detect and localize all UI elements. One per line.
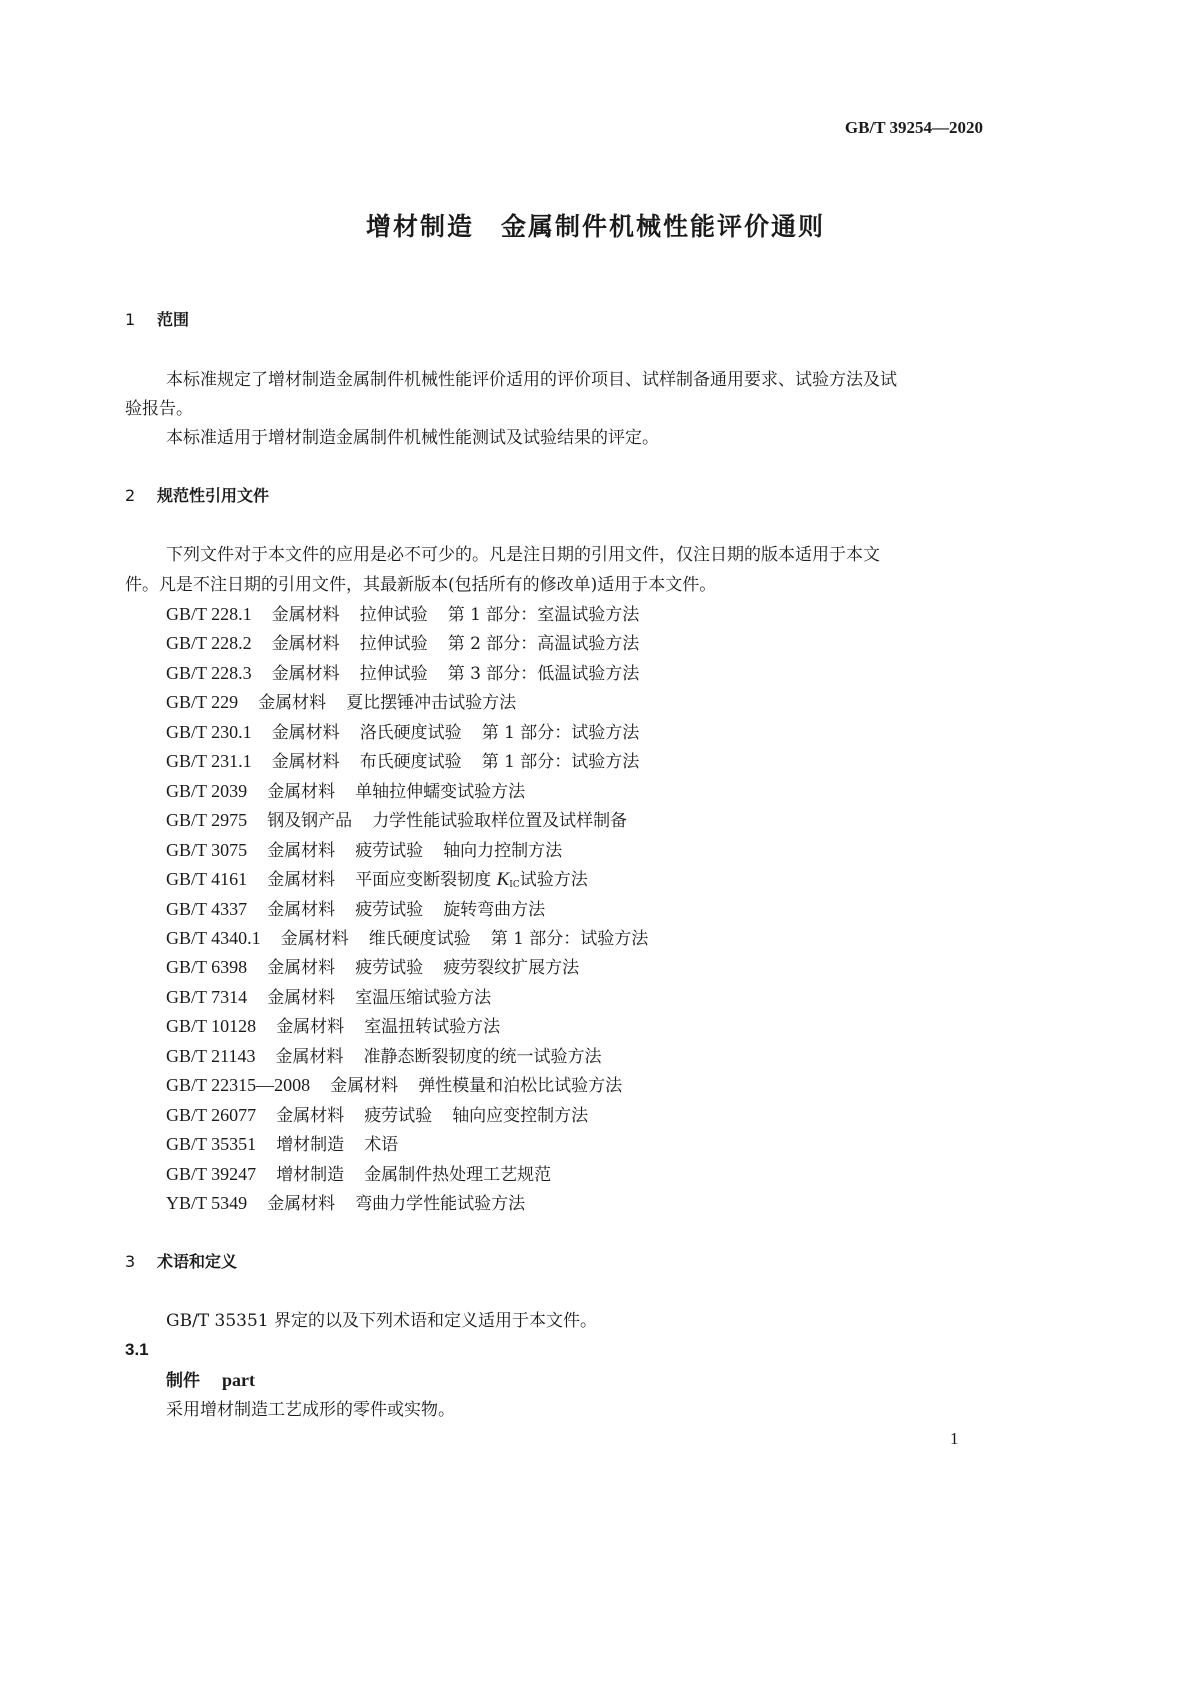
reference-item (166, 898, 545, 921)
reference-title-part: 疲劳裂纹扩展方法 (443, 958, 580, 979)
reference-title-part: 力学性能试验取样位置及试样制备 (372, 811, 628, 832)
reference-title-part: 弯曲力学性能试验方法 (355, 1194, 526, 1214)
reference-code: GB/T 2039 (166, 780, 248, 801)
document-title: 增材制造 金属制件机械性能评价通则 (365, 212, 825, 241)
subscript: IC (509, 880, 520, 891)
reference-code: GB/T 35351 (166, 1134, 257, 1155)
paragraph: GB/T 35351 界定的以及下列术语和定义适用于本文件。 (166, 1311, 598, 1331)
reference-item (166, 839, 562, 862)
section-title: 术语和定义 (157, 1252, 238, 1271)
reference-item (166, 1104, 588, 1127)
paragraph: 本标准规定了增材制造金属制件机械性能评价适用的评价项目、试样制备通用要求、试验方法及试 (166, 370, 897, 390)
section-number: 2 (125, 486, 136, 505)
reference-code: GB/T 3075 (166, 839, 248, 860)
reference-title-part: 钢及钢产品 (267, 811, 353, 832)
reference-title-part: 金属材料 (276, 1017, 345, 1038)
reference-title-part: 疲劳试验 (355, 840, 424, 861)
reference-title-part: 金属材料 (267, 987, 336, 1008)
page-number: 1 (950, 1429, 959, 1448)
reference-title-part: 金属材料 (267, 781, 336, 802)
reference-title-part: 第 1 部分：试验方法 (481, 722, 640, 743)
term-definition: 采用增材制造工艺成形的零件或实物。 (166, 1400, 455, 1420)
reference-item (166, 721, 639, 744)
reference-item (166, 927, 648, 950)
reference-title-part: 第 3 部分：低温试验方法 (447, 663, 640, 684)
reference-item (166, 809, 627, 832)
reference-title-part: 术语 (364, 1135, 399, 1156)
reference-code: GB/T 228.1 (166, 604, 252, 624)
reference-title-part: 疲劳试验 (364, 1105, 433, 1126)
reference-item (166, 750, 639, 773)
reference-title-part: 拉伸试验 (359, 605, 428, 625)
reference-title-part: 轴向应变控制方法 (452, 1105, 589, 1126)
reference-title-part: 第 1 部分：试验方法 (490, 928, 649, 949)
reference-item (166, 986, 491, 1009)
subclause-number: 3.1 (125, 1340, 149, 1359)
reference-item (166, 1015, 500, 1038)
reference-code: GB/T 4340.1 (166, 927, 261, 948)
reference-item (166, 1074, 622, 1097)
reference-code: GB/T 22315—2008 (166, 1075, 311, 1096)
reference-title-part: 金属材料 (267, 840, 336, 861)
reference-title-part: 洛氏硬度试验 (359, 722, 462, 743)
reference-item (166, 956, 579, 979)
symbol: K (496, 869, 510, 891)
section-title: 范围 (157, 310, 190, 329)
reference-title-part: 金属材料 (258, 693, 327, 714)
reference-code: GB/T 231.1 (166, 751, 252, 772)
reference-item (166, 662, 639, 685)
reference-title-part: 金属材料 (271, 752, 340, 773)
term-en: part (222, 1370, 255, 1390)
reference-code: GB/T 230.1 (166, 721, 252, 742)
reference-title-part: 夏比摆锤冲击试验方法 (346, 693, 517, 714)
reference-title-part: 疲劳试验 (355, 899, 424, 920)
paragraph: 件。凡是不注日期的引用文件，其最新版本(包括所有的修改单)适用于本文件。 (125, 575, 717, 595)
reference-title-part: 第 1 部分：试验方法 (481, 752, 640, 773)
term (166, 1369, 255, 1392)
section-3-heading (125, 1251, 237, 1273)
reference-title-part: 拉伸试验 (359, 634, 428, 655)
reference-title-part: 金属材料 (271, 722, 340, 743)
reference-title-part: 金属材料 (267, 899, 336, 920)
standard-number: GB/T 39254—2020 (844, 118, 983, 137)
reference-item (166, 868, 588, 896)
section-number: 1 (125, 310, 136, 329)
reference-title-part: 金属材料 (276, 1105, 345, 1126)
reference-code: GB/T 26077 (166, 1104, 257, 1125)
reference-code: GB/T 229 (166, 692, 239, 713)
reference-code: YB/T 5349 (166, 1193, 248, 1213)
reference-title-part: 轴向力控制方法 (443, 840, 563, 861)
reference-title-part: 金属材料 (271, 634, 340, 655)
reference-title-part: 第 2 部分：高温试验方法 (447, 634, 640, 655)
reference-title-part: 金属材料 (330, 1076, 399, 1097)
section-title: 规范性引用文件 (157, 486, 270, 505)
reference-title-part: 准静态断裂韧度的统一试验方法 (363, 1046, 602, 1067)
reference-title-part: 维氏硬度试验 (368, 928, 471, 949)
reference-title-part: 增材制造 (276, 1135, 345, 1156)
text: 平面应变断裂韧度 (355, 870, 497, 891)
reference-title-part: 拉伸试验 (359, 663, 428, 684)
reference-item (166, 780, 525, 803)
reference-code: GB/T 228.2 (166, 633, 252, 654)
reference-code: GB/T 4337 (166, 898, 248, 919)
reference-title-part: 金属材料 (267, 1194, 336, 1214)
reference-item (166, 603, 639, 626)
reference-code: GB/T 7314 (166, 986, 248, 1007)
reference-code: GB/T 39247 (166, 1163, 257, 1184)
reference-item (166, 1045, 602, 1068)
paragraph: 本标准适用于增材制造金属制件机械性能测试及试验结果的评定。 (166, 428, 659, 448)
reference-item (166, 1192, 525, 1215)
reference-title-part: 旋转弯曲方法 (443, 899, 546, 920)
reference-code: GB/T 228.3 (166, 662, 252, 683)
reference-item (166, 632, 639, 655)
reference-item (166, 691, 516, 714)
reference-code: GB/T 21143 (166, 1045, 256, 1066)
reference-title-part: 金属材料 (267, 870, 336, 891)
reference-title-part: 增材制造 (276, 1164, 345, 1185)
reference-code: GB/T 10128 (166, 1016, 257, 1037)
reference-title-part: 金属材料 (280, 928, 349, 949)
reference-code: GB/T 2975 (166, 810, 248, 831)
reference-title-part: 金属材料 (271, 663, 340, 684)
reference-title-part: 室温压缩试验方法 (355, 987, 492, 1008)
reference-item (166, 1163, 551, 1186)
paragraph: 下列文件对于本文件的应用是必不可少的。凡是注日期的引用文件，仅注日期的版本适用于本文 (166, 545, 880, 565)
reference-title-part: 疲劳试验 (355, 958, 424, 979)
term-zh: 制件 (166, 1371, 200, 1391)
reference-code: GB/T 6398 (166, 957, 248, 978)
section-2-heading (125, 485, 269, 507)
reference-title-part: 室温扭转试验方法 (364, 1017, 501, 1038)
reference-title-part: 弹性模量和泊松比试验方法 (418, 1076, 623, 1097)
section-1-heading (125, 309, 189, 331)
reference-title-part: 金属制件热处理工艺规范 (364, 1164, 552, 1185)
reference-title-part: 布氏硬度试验 (359, 752, 462, 773)
reference-title-part: 单轴拉伸蠕变试验方法 (355, 781, 526, 802)
reference-code: GB/T 4161 (166, 869, 248, 890)
reference-title-part: 金属材料 (271, 605, 340, 625)
paragraph: 验报告。 (125, 399, 193, 419)
reference-title-part: 金属材料 (275, 1046, 344, 1067)
reference-title-part (355, 870, 588, 890)
reference-title-part: 第 1 部分：室温试验方法 (447, 605, 640, 625)
reference-title-part: 金属材料 (267, 958, 336, 979)
section-number: 3 (125, 1252, 136, 1271)
reference-item (166, 1133, 398, 1156)
text: 试验方法 (519, 870, 588, 891)
